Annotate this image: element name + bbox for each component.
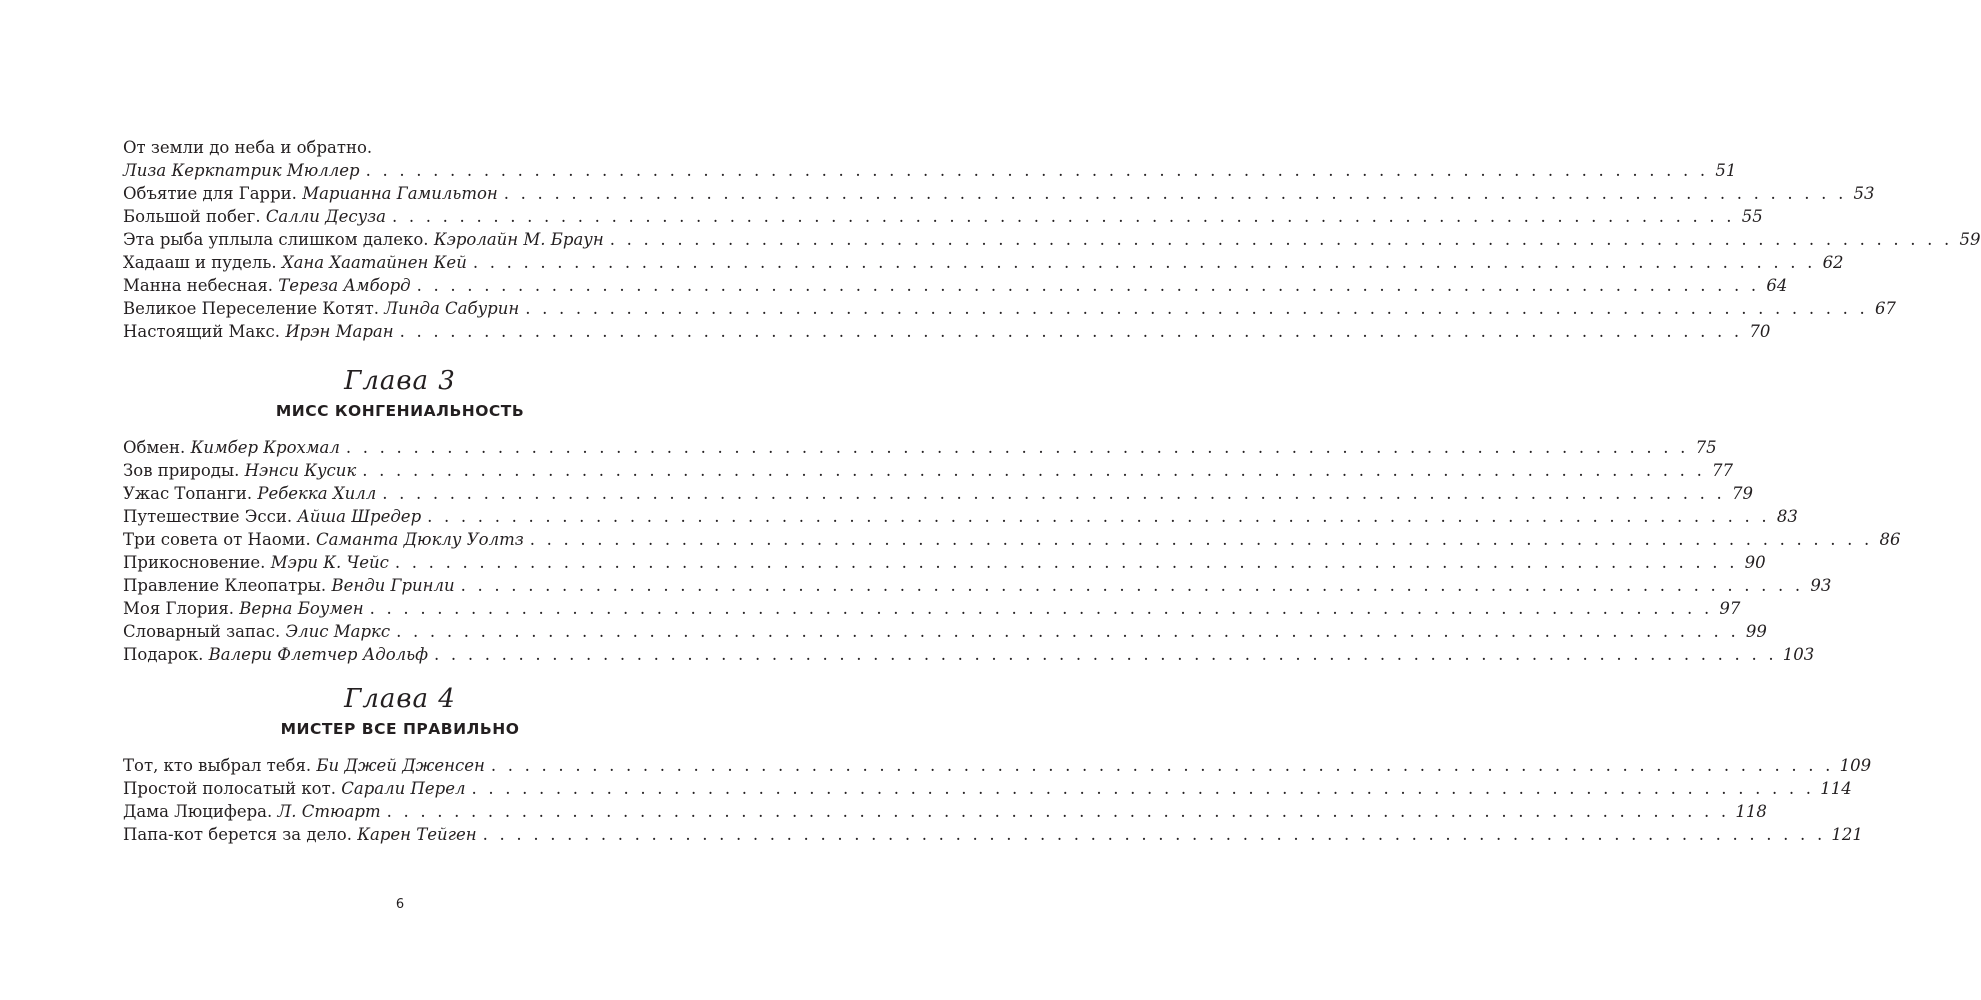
toc-entry [123,643,1815,666]
toc-entry-text [123,136,372,159]
story-author: Айша Шредер [297,507,422,526]
toc-entry [123,551,1766,574]
toc-entry-text [123,754,485,777]
dot-leader: . . . . . . . . . . . . . . . . . . . . . . . . . . . . . . . . . . . . . . . . . . . . . . . . . . . . . . . . . . . . . . . . . . . . . . . . . . . . . . . . [525,299,1868,318]
toc-section-continued [123,136,1981,343]
toc-entry-text [123,228,604,251]
toc-entry [123,482,1753,505]
story-author: Мэри К. Чейс [270,553,389,572]
dot-leader: . . . . . . . . . . . . . . . . . . . . . . . . . . . . . . . . . . . . . . . . . . . . . . . . . . . . . . . . . . . . . . . . . . . . . . . . . . . . . . . . [503,184,1847,203]
dot-leader: . . . . . . . . . . . . . . . . . . . . . . . . . . . . . . . . . . . . . . . . . . . . . . . . . . . . . . . . . . . . . . . . . . . . . . . . . . . . . . . . [399,322,1743,341]
story-title: От земли до неба и обратно. [123,138,373,157]
story-title: Правление Клеопатры. [123,576,327,595]
toc-entry [123,528,1901,551]
story-title: Моя Глория. [123,599,235,618]
story-author: Валери Флетчер Адольф [208,645,429,664]
toc-entry [123,620,1767,643]
chapter-title: МИСТЕР ВСЕ ПРАВИЛЬНО [280,720,520,738]
story-title: Простой полосатый кот. [123,779,336,798]
story-title: Великое Переселение Котят. [123,299,379,318]
story-title: Настоящий Макс. [123,322,281,341]
page-ref: 55 [1741,207,1763,226]
story-author: Кэролайн М. Браун [433,230,604,249]
toc-entry [123,182,1875,205]
page-ref: 97 [1719,599,1741,618]
toc-entry-text [123,777,465,800]
dot-leader: . . . . . . . . . . . . . . . . . . . . . . . . . . . . . . . . . . . . . . . . . . . . . . . . . . . . . . . . . . . . . . . . . . . . . . . . . . . . . . . . [345,438,1689,457]
chapter-3-heading [0,366,800,422]
dot-leader: . . . . . . . . . . . . . . . . . . . . . . . . . . . . . . . . . . . . . . . . . . . . . . . . . . . . . . . . . . . . . . . . . . . . . . . . . . . . . . . . [529,530,1873,549]
story-author: Кимбер Крохмал [190,438,340,457]
story-author: Лиза Керкпатрик Мюллер [123,161,360,180]
toc-section-chapter-3 [123,436,1901,666]
page-ref: 121 [1831,825,1863,844]
page-ref: 53 [1853,184,1875,203]
toc-entry-text [123,297,519,320]
story-author: Верна Боумен [239,599,364,618]
toc-entry-text [123,800,381,823]
dot-leader: . . . . . . . . . . . . . . . . . . . . . . . . . . . . . . . . . . . . . . . . . . . . . . . . . . . . . . . . . . . . . . . . . . . . . . . . . . . . . . . . [416,276,1760,295]
story-author: Ребекка Хилл [257,484,377,503]
page-ref: 51 [1715,161,1737,180]
story-author: Тереза Амборд [278,276,411,295]
dot-leader: . . . . . . . . . . . . . . . . . . . . . . . . . . . . . . . . . . . . . . . . . . . . . . . . . . . . . . . . . . . . . . . . . . . . . . . . . . . . . . . . [490,756,1834,775]
page-ref: 103 [1782,645,1815,664]
story-title: Три совета от Наоми. [123,530,311,549]
story-author: Карен Тейген [357,825,477,844]
toc-entry-text [123,159,360,182]
dot-leader: . . . . . . . . . . . . . . . . . . . . . . . . . . . . . . . . . . . . . . . . . . . . . . . . . . . . . . . . . . . . . . . . . . . . . . . . . . . . . . . . [434,645,1777,664]
toc-entry-text [123,505,421,528]
dot-leader: . . . . . . . . . . . . . . . . . . . . . . . . . . . . . . . . . . . . . . . . . . . . . . . . . . . . . . . . . . . . . . . . . . . . . . . . . . . . . . . . [362,461,1706,480]
story-author: Элис Маркс [285,622,391,641]
toc-entry-text [123,320,394,343]
dot-leader: . . . . . . . . . . . . . . . . . . . . . . . . . . . . . . . . . . . . . . . . . . . . . . . . . . . . . . . . . . . . . . . . . . . . . . . . . . . . . . . . [369,599,1713,618]
story-title: Тот, кто выбрал тебя. [123,756,312,775]
story-title: Обмен. [123,438,186,457]
page-ref: 64 [1766,276,1788,295]
toc-entry-text [123,528,524,551]
page-ref: 99 [1745,622,1767,641]
story-author: Салли Десуза [265,207,386,226]
chapter-label: Глава 4 [344,684,456,714]
toc-entry [123,754,1872,777]
story-title: Подарок. [123,645,204,664]
toc-entry [123,136,728,159]
page-ref: 83 [1776,507,1798,526]
dot-leader: . . . . . . . . . . . . . . . . . . . . . . . . . . . . . . . . . . . . . . . . . . . . . . . . . . . . . . . . . . . . . . . . . . . . . . . . . . . . . . . . [396,622,1739,641]
dot-leader: . . . . . . . . . . . . . . . . . . . . . . . . . . . . . . . . . . . . . . . . . . . . . . . . . . . . . . . . . . . . . . . . . . . . . . . . . . . . . . . . [471,779,1815,798]
chapter-title: МИСС КОНГЕНИАЛЬНОСТЬ [275,402,525,420]
toc-entry-text [123,597,364,620]
story-title: Папа-кот берется за дело. [123,825,352,844]
toc-entry-text [123,205,386,228]
story-title: Путешествие Эсси. [123,507,293,526]
page-ref: 75 [1695,438,1717,457]
story-author: Венди Гринли [331,576,455,595]
story-title: Ужас Топанги. [123,484,253,503]
story-author: Саманта Дюклу Уолтз [316,530,524,549]
story-title: Большой побег. [123,207,261,226]
toc-entry [123,597,1741,620]
dot-leader: . . . . . . . . . . . . . . . . . . . . . . . . . . . . . . . . . . . . . . . . . . . . . . . . . . . . . . . . . . . . . . . . . . . . . . . . . . . . . . . . [386,802,1730,821]
page-ref: 86 [1879,530,1901,549]
story-title: Хадааш и пудель. [123,253,277,272]
dot-leader: . . . . . . . . . . . . . . . . . . . . . . . . . . . . . . . . . . . . . . . . . . . . . . . . . . . . . . . . . . . . . . . . . . . . . . . . . . . . . . . . [472,253,1816,272]
story-author: Ирэн Маран [285,322,394,341]
page-number: 6 [395,897,405,912]
story-author: Линда Сабурин [384,299,520,318]
dot-leader: . . . . . . . . . . . . . . . . . . . . . . . . . . . . . . . . . . . . . . . . . . . . . . . . . . . . . . . . . . . . . . . . . . . . . . . . . . . . . . . . [482,825,1826,844]
page-ref: 118 [1735,802,1767,821]
dot-leader: . . . . . . . . . . . . . . . . . . . . . . . . . . . . . . . . . . . . . . . . . . . . . . . . . . . . . . . . . . . . . . . . . . . . . . . . . . . . . . . . [427,507,1770,526]
page-ref: 90 [1744,553,1766,572]
toc-entry [123,228,1981,251]
story-author: Марианна Гамильтон [302,184,498,203]
toc-entry-text [123,823,477,846]
page-ref: 62 [1822,253,1844,272]
story-title: Словарный запас. [123,622,281,641]
dot-leader: . . . . . . . . . . . . . . . . . . . . . . . . . . . . . . . . . . . . . . . . . . . . . . . . . . . . . . . . . . . . . . . . . . . . . . . . . . . . . . . . [365,161,1709,180]
page-ref: 77 [1712,461,1734,480]
page-ref: 67 [1874,299,1896,318]
dot-leader: . . . . . . . . . . . . . . . . . . . . . . . . . . . . . . . . . . . . . . . . . . . . . . . . . . . . . . . . . . . . . . . . . . . . . . . . . . . . . . . . [392,207,1735,226]
toc-entry [123,459,1734,482]
toc-entry [123,320,1771,343]
toc-entry [123,159,1737,182]
toc-entry-text [123,251,467,274]
toc-entry-text [123,436,340,459]
toc-entry-text [123,459,356,482]
toc-entry [123,823,1863,846]
story-title: Объятие для Гарри. [123,184,297,203]
toc-entry [123,297,1896,320]
story-author: Л. Стюарт [277,802,381,821]
story-title: Дама Люцифера. [123,802,273,821]
story-author: Сарали Перел [341,779,466,798]
page-ref: 93 [1810,576,1832,595]
toc-entry-text [123,620,390,643]
dot-leader: . . . . . . . . . . . . . . . . . . . . . . . . . . . . . . . . . . . . . . . . . . . . . . . . . . . . . . . . . . . . . . . . . . . . . . . . . . . . . . . . [382,484,1725,503]
page-ref: 70 [1749,322,1771,341]
toc-section-chapter-4 [123,754,1872,846]
dot-leader: . . . . . . . . . . . . . . . . . . . . . . . . . . . . . . . . . . . . . . . . . . . . . . . . . . . . . . . . . . . . . . . . . . . . . . . . . . . . . . . . [609,230,1953,249]
toc-entry-text [123,643,428,666]
chapter-4-heading [0,684,800,740]
story-title: Прикосновение. [123,553,266,572]
toc-entry-text [123,274,411,297]
toc-entry [123,436,1717,459]
page-ref: 109 [1839,756,1872,775]
toc-entry [123,251,1844,274]
toc-entry [123,800,1767,823]
toc-entry [123,777,1852,800]
toc-entry [123,505,1798,528]
chapter-label: Глава 3 [344,366,456,396]
story-title: Манна небесная. [123,276,273,295]
toc-entry [123,274,1788,297]
dot-leader: . . . . . . . . . . . . . . . . . . . . . . . . . . . . . . . . . . . . . . . . . . . . . . . . . . . . . . . . . . . . . . . . . . . . . . . . . . . . . . . . [460,576,1804,595]
dot-leader: . . . . . . . . . . . . . . . . . . . . . . . . . . . . . . . . . . . . . . . . . . . . . . . . . . . . . . . . . . . . . . . . . . . . . . . . . . . . . . . . [394,553,1738,572]
toc-entry-text [123,551,389,574]
story-author: Хана Хаатайнен Кей [281,253,467,272]
toc-entry-text [123,574,455,597]
page-ref: 59 [1959,230,1981,249]
story-author: Нэнси Кусик [244,461,357,480]
page-ref: 79 [1731,484,1753,503]
page-ref: 114 [1820,779,1852,798]
story-author: Би Джей Дженсен [316,756,485,775]
toc-entry-text [123,482,376,505]
toc-entry-text [123,182,498,205]
story-title: Эта рыба уплыла слишком далеко. [123,230,429,249]
toc-entry [123,574,1832,597]
story-title: Зов природы. [123,461,240,480]
toc-entry [123,205,1763,228]
